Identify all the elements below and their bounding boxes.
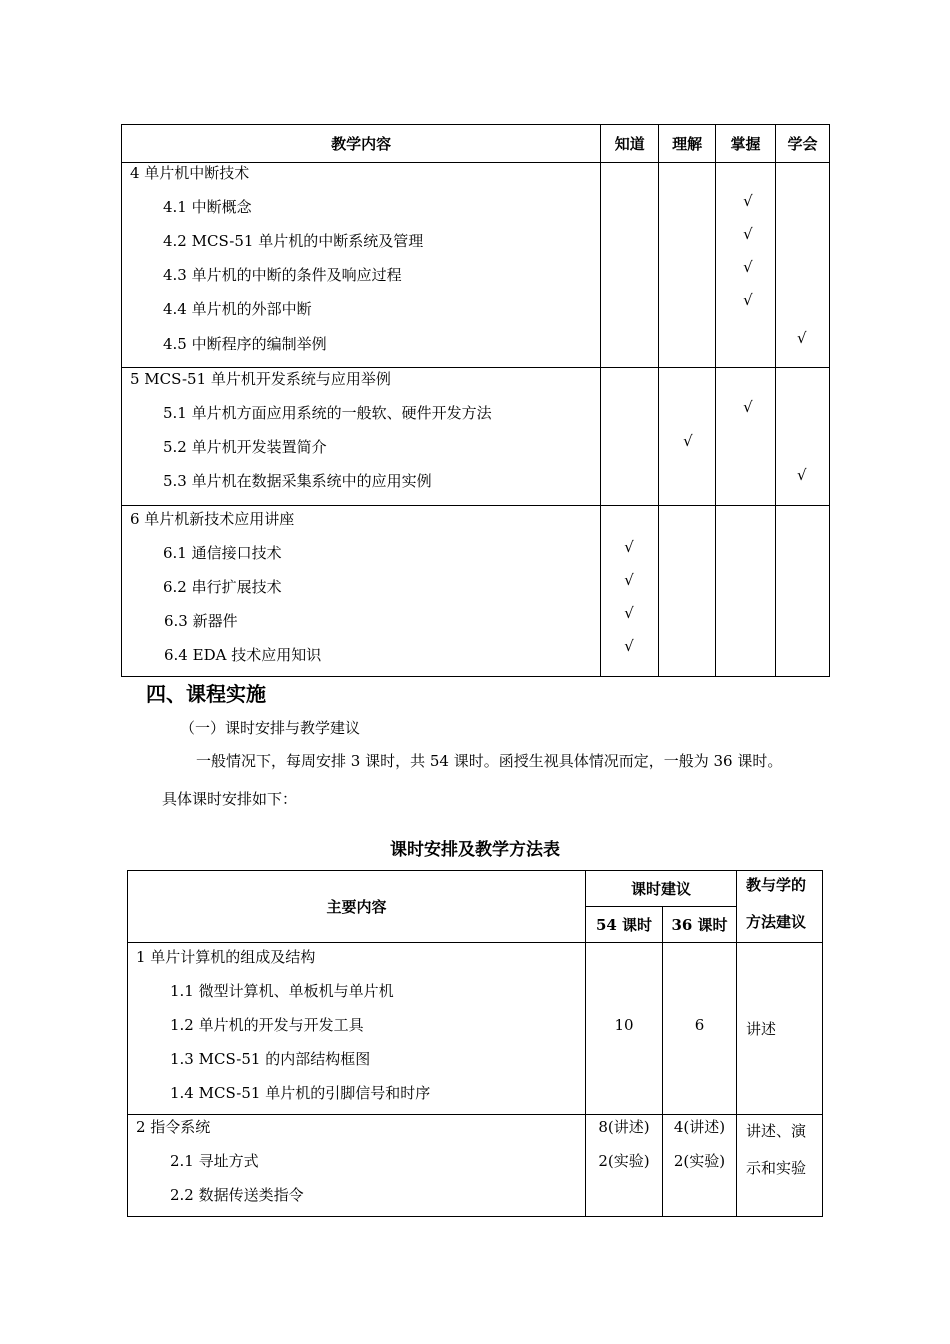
list-item: 1.1 微型计算机、单板机与单片机 — [170, 982, 394, 1000]
list-item: 4.1 中断概念 — [163, 198, 252, 216]
list-item: 5.3 单片机在数据采集系统中的应用实例 — [163, 472, 432, 490]
table-row — [122, 368, 830, 506]
list-item: 6.3 新器件 — [164, 612, 238, 630]
hours-value: 8(讲述) — [598, 1118, 650, 1136]
list-item: 1.4 MCS-51 单片机的引脚信号和时序 — [170, 1084, 431, 1102]
list-item: 2.1 寻址方式 — [170, 1152, 259, 1170]
group-6-content — [122, 506, 601, 677]
list-item: 4.2 MCS-51 单片机的中断系统及管理 — [163, 232, 424, 250]
check-mark: √ — [743, 225, 753, 243]
method-text: 讲述、演 — [746, 1122, 807, 1140]
paragraph: 一般情况下，每周安排 3 课时，共 54 课时。函授生视具体情况而定，一般为 36 课时。 — [196, 752, 783, 770]
check-mark: √ — [743, 398, 753, 416]
check-mark: √ — [797, 329, 807, 347]
header-method-line1: 教与学的 — [746, 876, 807, 894]
table-row — [122, 506, 830, 677]
row-1-content — [128, 943, 586, 1115]
table-header-row — [122, 125, 830, 163]
group-5-understand — [659, 368, 716, 506]
check-mark: √ — [743, 192, 753, 210]
group-title: 6 单片机新技术应用讲座 — [130, 510, 295, 528]
group-5-know — [601, 368, 659, 506]
list-item: 6.4 EDA 技术应用知识 — [164, 646, 322, 664]
schedule-table — [127, 870, 823, 1217]
subsection-heading: （一）课时安排与教学建议 — [180, 719, 361, 737]
section-heading: 四、课程实施 — [146, 682, 266, 706]
table-row — [128, 1115, 823, 1217]
group-5-learn — [776, 368, 830, 506]
list-item: 2.2 数据传送类指令 — [170, 1186, 304, 1204]
group-6-understand — [659, 506, 716, 677]
header-54: 54 课时 — [586, 907, 663, 943]
check-mark: √ — [624, 637, 634, 655]
group-4-learn — [776, 163, 830, 368]
group-6-learn — [776, 506, 830, 677]
list-item: 4.5 中断程序的编制举例 — [163, 335, 327, 353]
group-title: 5 MCS-51 单片机开发系统与应用举例 — [130, 370, 391, 388]
list-item: 5.2 单片机开发装置简介 — [163, 438, 327, 456]
header-36: 36 课时 — [663, 907, 737, 943]
group-4-understand — [659, 163, 716, 368]
list-item: 4.4 单片机的外部中断 — [163, 300, 312, 318]
check-mark: √ — [624, 604, 634, 622]
group-5-master — [716, 368, 776, 506]
paragraph: 具体课时安排如下： — [162, 790, 298, 808]
row-1-hours-54 — [586, 943, 663, 1115]
group-4-master — [716, 163, 776, 368]
group-6-know — [601, 506, 659, 677]
table-header-row — [128, 871, 823, 907]
hours-value: 10 — [614, 1016, 634, 1034]
group-title: 1 单片计算机的组成及结构 — [136, 948, 316, 966]
check-mark: √ — [743, 291, 753, 309]
list-item: 1.2 单片机的开发与开发工具 — [170, 1016, 364, 1034]
check-mark: √ — [624, 571, 634, 589]
list-item: 6.2 串行扩展技术 — [163, 578, 282, 596]
row-2-method — [737, 1115, 823, 1217]
check-mark: √ — [797, 466, 807, 484]
table-caption: 课时安排及教学方法表 — [390, 840, 560, 860]
header-master: 掌握 — [716, 125, 776, 163]
header-method-line2: 方法建议 — [746, 913, 807, 931]
hours-value: 4(讲述) — [673, 1118, 726, 1136]
row-2-hours-36 — [663, 1115, 737, 1217]
group-title: 2 指令系统 — [136, 1118, 211, 1136]
list-item: 1.3 MCS-51 的内部结构框图 — [170, 1050, 371, 1068]
list-item: 4.3 单片机的中断的条件及响应过程 — [163, 266, 402, 284]
row-2-hours-54 — [586, 1115, 663, 1217]
row-1-hours-36 — [663, 943, 737, 1115]
method-text: 示和实验 — [746, 1159, 807, 1177]
group-4-content — [122, 163, 601, 368]
group-6-master — [716, 506, 776, 677]
check-mark: √ — [743, 258, 753, 276]
list-item: 6.1 通信接口技术 — [163, 544, 282, 562]
hours-value: 2(实验) — [673, 1152, 726, 1170]
hours-value: 6 — [694, 1016, 705, 1034]
header-method — [737, 871, 823, 943]
header-hours: 课时建议 — [586, 871, 737, 907]
header-know: 知道 — [601, 125, 659, 163]
header-learn: 学会 — [776, 125, 830, 163]
method-text: 讲述 — [746, 1020, 777, 1038]
check-mark: √ — [624, 538, 634, 556]
table-row — [122, 163, 830, 368]
row-2-content — [128, 1115, 586, 1217]
group-4-know — [601, 163, 659, 368]
group-title: 4 单片机中断技术 — [130, 164, 250, 182]
hours-value: 2(实验) — [598, 1152, 650, 1170]
teaching-content-table — [121, 124, 830, 677]
check-mark: √ — [683, 432, 693, 450]
list-item: 5.1 单片机方面应用系统的一般软、硬件开发方法 — [163, 404, 492, 422]
header-main-content: 主要内容 — [128, 871, 586, 943]
table-row — [128, 943, 823, 1115]
header-understand: 理解 — [659, 125, 716, 163]
header-content: 教学内容 — [122, 125, 601, 163]
row-1-method — [737, 943, 823, 1115]
group-5-content — [122, 368, 601, 506]
